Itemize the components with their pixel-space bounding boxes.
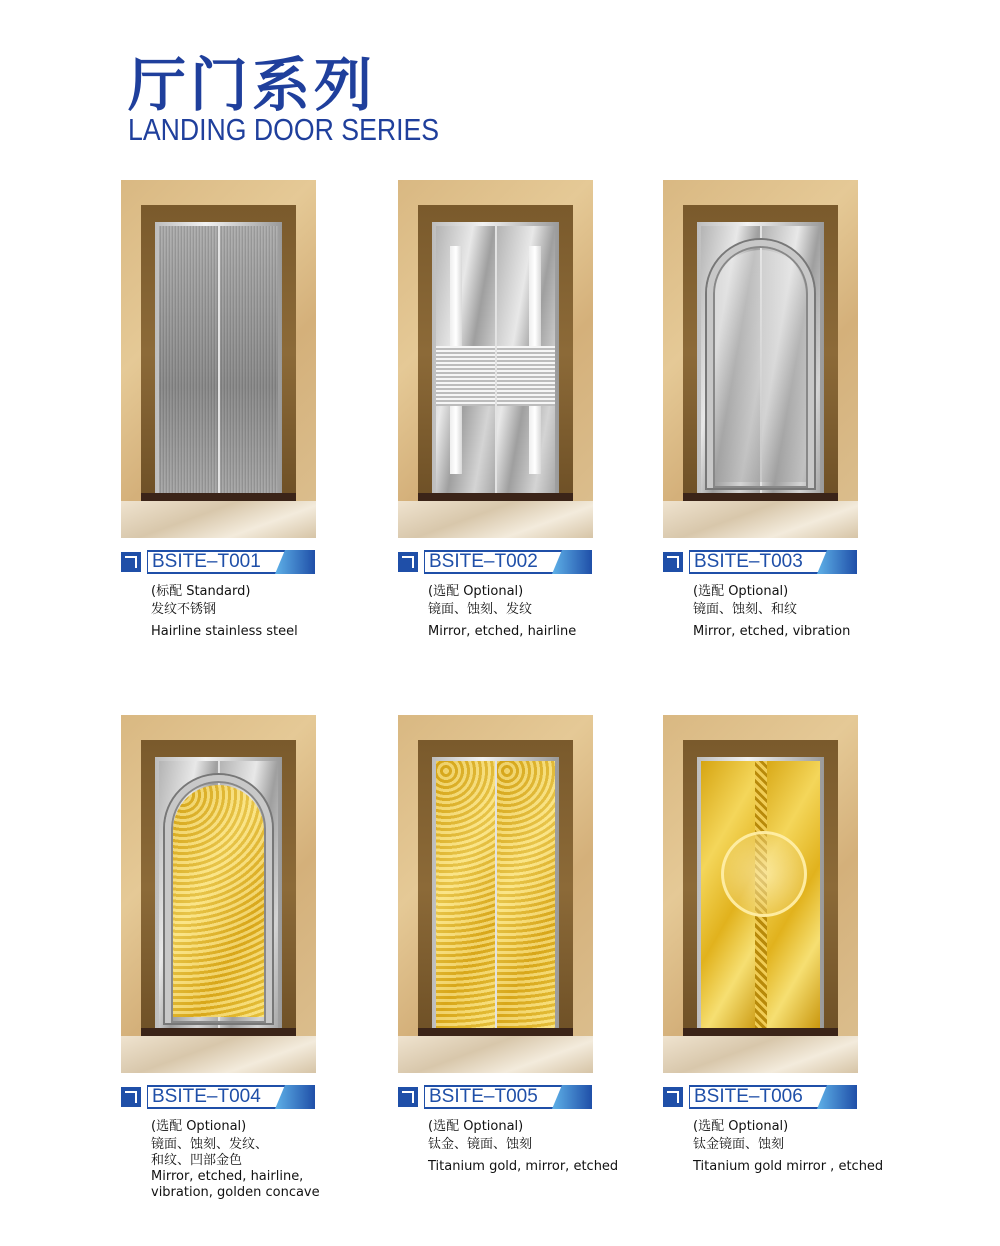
- arrow-mark-icon: [398, 552, 418, 572]
- product-code-label: [121, 550, 315, 574]
- product-desc-cn: 镜面、蚀刻、发纹: [428, 602, 533, 617]
- product-grade: (选配 Optional): [428, 1119, 524, 1134]
- medallion-ornament: [721, 831, 807, 917]
- product-code: BSITE–T004: [152, 1086, 261, 1107]
- product-desc-en: Titanium gold, mirror, etched: [428, 1159, 619, 1174]
- arrow-mark-icon: [398, 1087, 418, 1107]
- arrow-mark-icon: [121, 552, 141, 572]
- product-desc-cn: 镜面、蚀刻、和纹: [693, 602, 798, 617]
- product-grade: (选配 Optional): [693, 1119, 789, 1134]
- door-illustration: [398, 180, 593, 538]
- page-title-cn: 厅门系列: [128, 51, 377, 119]
- product-code: BSITE–T001: [152, 551, 261, 572]
- product-code-label: [121, 1085, 315, 1109]
- product-grade: (选配 Optional): [151, 1119, 247, 1134]
- door-panel-left: [436, 761, 495, 1029]
- product-code-label: [663, 1085, 857, 1109]
- door-panel-left: [159, 226, 218, 494]
- page-title-en: LANDING DOOR SERIES: [128, 112, 440, 147]
- product-desc-en: Hairline stainless steel: [151, 624, 298, 639]
- product-grade: (标配 Standard): [151, 584, 251, 599]
- product-desc-en: Mirror, etched, hairline, vibration, golden concave: [151, 1169, 320, 1200]
- door-illustration: [121, 715, 316, 1073]
- arrow-mark-icon: [663, 1087, 683, 1107]
- door-panel-right: [497, 226, 556, 494]
- arrow-mark-icon: [121, 1087, 141, 1107]
- product-desc-cn: 发纹不锈钢: [151, 602, 217, 617]
- product-code-label: [398, 550, 592, 574]
- product-grade: (选配 Optional): [693, 584, 789, 599]
- product-code: BSITE–T003: [694, 551, 803, 572]
- product-grade: (选配 Optional): [428, 584, 524, 599]
- product-desc-en: Mirror, etched, vibration: [693, 624, 851, 639]
- door-illustration: [663, 715, 858, 1073]
- door-panel-right: [497, 761, 556, 1029]
- product-desc-en: Titanium gold mirror , etched: [693, 1159, 884, 1174]
- product-desc-en: Mirror, etched, hairline: [428, 624, 577, 639]
- door-illustration: [398, 715, 593, 1073]
- door-illustration: [663, 180, 858, 538]
- arch-ornament: [165, 775, 272, 1023]
- arrow-mark-icon: [663, 552, 683, 572]
- product-code: BSITE–T005: [429, 1086, 538, 1107]
- product-desc-cn: 钛金镜面、蚀刻: [693, 1137, 785, 1152]
- door-panel-right: [220, 226, 279, 494]
- product-code: BSITE–T006: [694, 1086, 803, 1107]
- product-desc-cn: 钛金、镜面、蚀刻: [428, 1137, 533, 1152]
- product-code-label: [663, 550, 857, 574]
- product-desc-cn: 镜面、蚀刻、发纹、 和纹、凹部金色: [151, 1137, 269, 1168]
- door-illustration: [121, 180, 316, 538]
- door-panel-left: [436, 226, 495, 494]
- product-code: BSITE–T002: [429, 551, 538, 572]
- product-code-label: [398, 1085, 592, 1109]
